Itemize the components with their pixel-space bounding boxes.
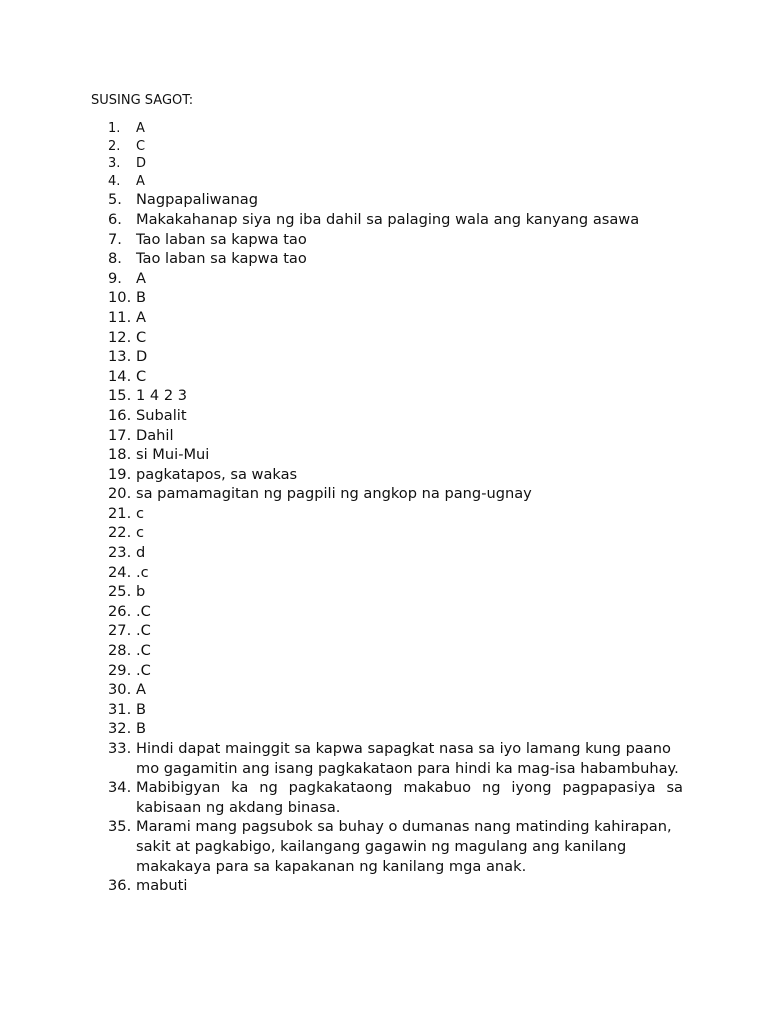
answer-item-27 [108,621,683,641]
item-answer: A [136,681,146,699]
item-answer: .c [136,563,149,581]
item-answer: A [136,269,146,287]
item-answer: 1 4 2 3 [136,387,188,405]
item-answer: D [136,348,148,366]
item-answer: C [136,367,147,385]
answer-item-29 [108,661,683,681]
item-answer: Subalit [136,406,187,424]
item-answer: c [136,504,145,522]
item-number: 36. [108,877,132,895]
item-number: 8. [108,250,122,268]
item-number: 7. [108,230,122,248]
item-answer: A [136,173,145,189]
answer-item-36 [108,876,683,896]
item-number: 20. [108,485,132,503]
item-number: 4. [108,173,121,189]
answer-item-22 [108,523,683,543]
answer-item-32 [108,719,683,739]
item-answer: A [136,308,146,326]
item-answer: .C [136,661,151,679]
item-number: 9. [108,269,122,287]
item-number: 14. [108,367,132,385]
answer-item-7 [108,230,683,250]
answer-item-12 [108,328,683,348]
answer-item-19 [108,465,683,485]
answer-item-17 [108,426,683,446]
item-answer: pagkatapos, sa wakas [136,465,298,483]
answer-item-31 [108,700,683,720]
item-answer: Marami mang pagsubok sa buhay o dumanas nang matinding kahirapan, sakit at pagkabigo, kailangang gagawin ng magulang ang kanilang makakaya para sa kapakanan ng kanilang mga anak. [136,818,672,875]
item-answer: b [136,583,146,601]
item-number: 2. [108,138,121,154]
item-answer: Nagpapaliwanag [136,191,258,209]
answer-item-16 [108,406,683,426]
item-number: 26. [108,602,132,620]
item-number: 5. [108,191,122,209]
item-answer: mabuti [136,877,188,895]
item-number: 22. [108,524,132,542]
answer-item-4 [108,173,683,191]
answer-item-2 [108,138,683,156]
item-number: 24. [108,563,132,581]
item-number: 10. [108,289,132,307]
item-answer: D [136,156,147,172]
item-answer: .C [136,622,151,640]
answer-item-1 [108,120,683,138]
item-answer: A [136,121,145,136]
answer-item-15 [108,386,683,406]
answer-item-6 [108,210,683,230]
answer-item-30 [108,680,683,700]
answer-item-14 [108,367,683,387]
item-number: 1. [108,121,121,136]
item-number: 30. [108,681,132,699]
item-number: 19. [108,465,132,483]
item-number: 3. [108,156,121,172]
answer-item-18 [108,445,683,465]
item-answer: C [136,328,147,346]
item-number: 15. [108,387,132,405]
answer-item-25 [108,582,683,602]
item-answer: .C [136,602,151,620]
answer-item-33 [108,739,683,778]
item-number: 11. [108,308,132,326]
item-number: 31. [108,700,132,718]
answer-key-heading: SUSING SAGOT: [91,93,194,108]
answer-item-28 [108,641,683,661]
item-answer: Hindi dapat mainggit sa kapwa sapagkat nasa sa iyo lamang kung paano mo gagamitin ang isang pagkakataon para hindi ka mag-isa habambuhay. [136,740,679,777]
item-number: 32. [108,720,132,738]
item-number: 17. [108,426,132,444]
item-answer: B [136,720,147,738]
answer-item-8 [108,249,683,269]
item-answer: sa pamamagitan ng pagpili ng angkop na pang-ugnay [136,485,532,503]
answer-item-11 [108,308,683,328]
answer-item-26 [108,602,683,622]
item-number: 23. [108,544,132,562]
item-number: 18. [108,446,132,464]
item-answer: Dahil [136,426,174,444]
item-answer: B [136,700,147,718]
item-answer: .C [136,642,151,660]
item-answer: C [136,138,146,154]
item-number: 12. [108,328,132,346]
answer-item-9 [108,269,683,289]
answer-item-23 [108,543,683,563]
item-answer: Mabibigyan ka ng pagkakataong makabuo ng iyong pagpapasiya sa kabisaan ng akdang binasa. [136,779,683,816]
answer-list [108,120,683,896]
item-number: 28. [108,642,132,660]
item-number: 34. [108,779,132,797]
item-number: 16. [108,406,132,424]
answer-item-35 [108,817,683,876]
answer-item-34 [108,778,683,817]
item-answer: B [136,289,147,307]
answer-item-3 [108,155,683,173]
item-answer: si Mui-Mui [136,446,210,464]
item-answer: Makakahanap siya ng iba dahil sa palaging wala ang kanyang asawa [136,210,640,228]
item-number: 35. [108,818,132,836]
answer-item-20 [108,484,683,504]
answer-item-13 [108,347,683,367]
answer-item-10 [108,288,683,308]
item-answer: d [136,544,146,562]
item-answer: c [136,524,145,542]
item-answer: Tao laban sa kapwa tao [136,230,307,248]
item-number: 27. [108,622,132,640]
item-number: 29. [108,661,132,679]
item-number: 6. [108,210,122,228]
answer-item-24 [108,563,683,583]
item-answer: Tao laban sa kapwa tao [136,250,307,268]
answer-item-5 [108,190,683,210]
item-number: 21. [108,504,132,522]
item-number: 25. [108,583,132,601]
item-number: 33. [108,740,132,757]
answer-item-21 [108,504,683,524]
item-number: 13. [108,348,132,366]
